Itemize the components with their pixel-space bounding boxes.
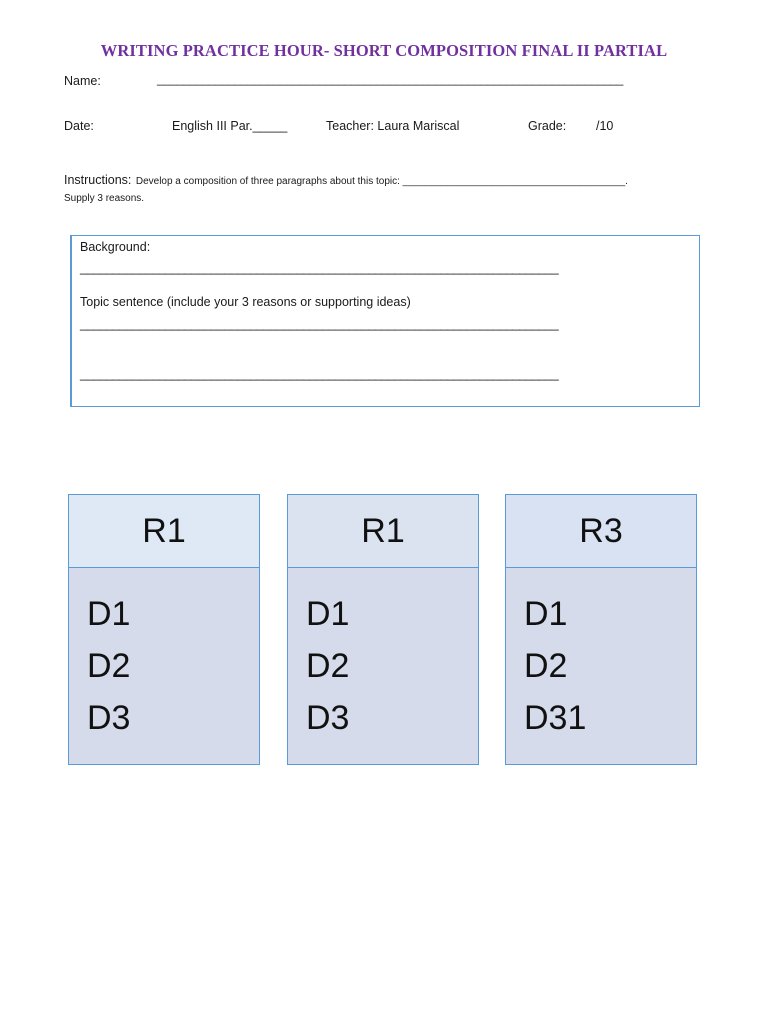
topic-sentence-line-1: _________________________________________________________________________ — [80, 317, 559, 331]
detail-item: D31 — [524, 699, 587, 737]
introduction-box — [70, 235, 700, 407]
detail-item: D1 — [87, 595, 131, 633]
grade-label: Grade: — [528, 119, 567, 133]
teacher-label: Teacher: Laura Mariscal — [326, 119, 460, 133]
reason-head-3: R3 — [506, 495, 696, 568]
detail-item: D2 — [87, 647, 131, 685]
background-label: Background: — [80, 240, 151, 254]
reason-head-1: R1 — [69, 495, 259, 568]
detail-item: D3 — [87, 699, 131, 737]
name-line: ________________________________________________________________________ — [157, 72, 624, 86]
instructions-sub: Supply 3 reasons. — [64, 193, 145, 204]
reason-card-3 — [505, 494, 697, 765]
reason-card-1 — [68, 494, 260, 765]
date-label: Date: — [64, 119, 94, 133]
worksheet-title: WRITING PRACTICE HOUR- SHORT COMPOSITION FINAL II PARTIAL — [100, 41, 668, 60]
instructions-label: Instructions: — [64, 173, 132, 187]
topic-sentence-label: Topic sentence (include your 3 reasons or supporting ideas) — [80, 295, 411, 309]
reason-card-2 — [287, 494, 479, 765]
detail-item: D1 — [524, 595, 568, 633]
background-line: _________________________________________________________________________ — [80, 261, 559, 275]
reason-head-2: R1 — [288, 495, 478, 568]
detail-item: D1 — [306, 595, 350, 633]
name-label: Name: — [64, 74, 101, 88]
instructions — [64, 171, 628, 189]
detail-item: D2 — [306, 647, 350, 685]
detail-item: D2 — [524, 647, 568, 685]
detail-item: D3 — [306, 699, 350, 737]
instructions-text: Develop a composition of three paragraphs about this topic: ________________________________________. — [135, 176, 628, 187]
grade-value: /10 — [596, 119, 614, 133]
course-field: English III Par._____ — [172, 119, 288, 133]
topic-sentence-line-2: _________________________________________________________________________ — [80, 367, 559, 381]
